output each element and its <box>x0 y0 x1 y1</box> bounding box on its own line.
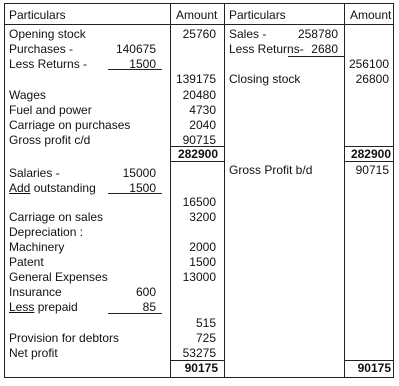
insurance-label: Insurance <box>9 285 62 299</box>
patent-amount: 1500 <box>189 255 216 269</box>
left-total-2: 90175 <box>184 361 218 375</box>
total-rule <box>170 161 224 162</box>
subtotal-rule <box>288 56 344 57</box>
outstanding-word: outstanding <box>30 181 96 195</box>
column-rule <box>170 3 171 378</box>
subtotal-rule <box>108 313 162 314</box>
add-word: Add <box>9 181 31 195</box>
prepaid-word: prepaid <box>34 300 78 314</box>
salaries-label: Salaries - <box>9 166 60 180</box>
less-returns-label: Less Returns - <box>9 57 88 71</box>
machinery-amount: 2000 <box>189 240 216 254</box>
wages-label: Wages <box>9 88 46 102</box>
column-rule <box>344 3 345 378</box>
net-sales-amount: 256100 <box>348 57 389 71</box>
less-prepaid-label <box>9 300 78 314</box>
total-rule <box>344 161 394 162</box>
sales-returns-label: Less Returns- <box>229 42 304 56</box>
subtotal-rule <box>108 69 162 70</box>
net-insurance-amount: 515 <box>195 316 216 330</box>
header-right-amount: Amount <box>350 8 392 22</box>
carriage-sales-label: Carriage on sales <box>9 210 104 224</box>
insurance-amount: 600 <box>135 285 156 299</box>
net-profit-amount: 53275 <box>182 346 216 360</box>
opening-stock-amount: 25760 <box>182 27 216 41</box>
depreciation-label: Depreciation : <box>9 225 84 239</box>
closing-stock-label: Closing stock <box>229 72 301 86</box>
sales-label: Sales - <box>229 27 267 41</box>
closing-stock-amount: 26800 <box>355 72 389 86</box>
provision-label: Provision for debtors <box>9 331 120 345</box>
net-profit-label: Net profit <box>9 346 58 360</box>
left-total-1: 282900 <box>177 147 218 161</box>
purchases-amount: 140675 <box>115 42 156 56</box>
less-prepaid-amount: 85 <box>142 300 156 314</box>
right-total-1: 282900 <box>350 147 391 161</box>
sales-amount: 258780 <box>297 27 338 41</box>
wages-amount: 20480 <box>182 88 216 102</box>
gross-profit-cd-label: Gross profit c/d <box>9 133 91 147</box>
add-outstanding-label <box>9 181 96 195</box>
general-expenses-amount: 13000 <box>182 270 216 284</box>
right-total-2: 90175 <box>357 361 391 375</box>
subtotal-rule <box>108 193 162 194</box>
net-purchases-amount: 139175 <box>175 72 216 86</box>
purchases-label: Purchases - <box>9 42 74 56</box>
fuel-label: Fuel and power <box>9 103 92 117</box>
header-right-particulars: Particulars <box>229 8 286 22</box>
opening-stock-label: Opening stock <box>9 27 86 41</box>
carriage-sales-amount: 3200 <box>189 210 216 224</box>
fuel-amount: 4730 <box>189 103 216 117</box>
sales-returns-amount: 2680 <box>311 42 338 56</box>
salaries-amount: 15000 <box>122 166 156 180</box>
provision-amount: 725 <box>195 331 216 345</box>
patent-label: Patent <box>9 255 44 269</box>
machinery-label: Machinery <box>9 240 65 254</box>
header-left-amount: Amount <box>176 8 218 22</box>
carriage-purchases-label: Carriage on purchases <box>9 118 131 132</box>
header-rule <box>4 24 394 25</box>
gross-profit-cd-amount: 90715 <box>182 133 216 147</box>
general-expenses-label: General Expenses <box>9 270 108 284</box>
gross-profit-bd-amount: 90715 <box>355 163 389 177</box>
net-salaries-amount: 16500 <box>182 195 216 209</box>
less-returns-amount: 1500 <box>129 57 156 71</box>
carriage-purchases-amount: 2040 <box>189 118 216 132</box>
less-word: Less <box>9 300 35 314</box>
header-left-particulars: Particulars <box>9 8 66 22</box>
add-outstanding-amount: 1500 <box>129 181 156 195</box>
gross-profit-bd-label: Gross Profit b/d <box>229 163 313 177</box>
column-rule <box>224 3 225 378</box>
